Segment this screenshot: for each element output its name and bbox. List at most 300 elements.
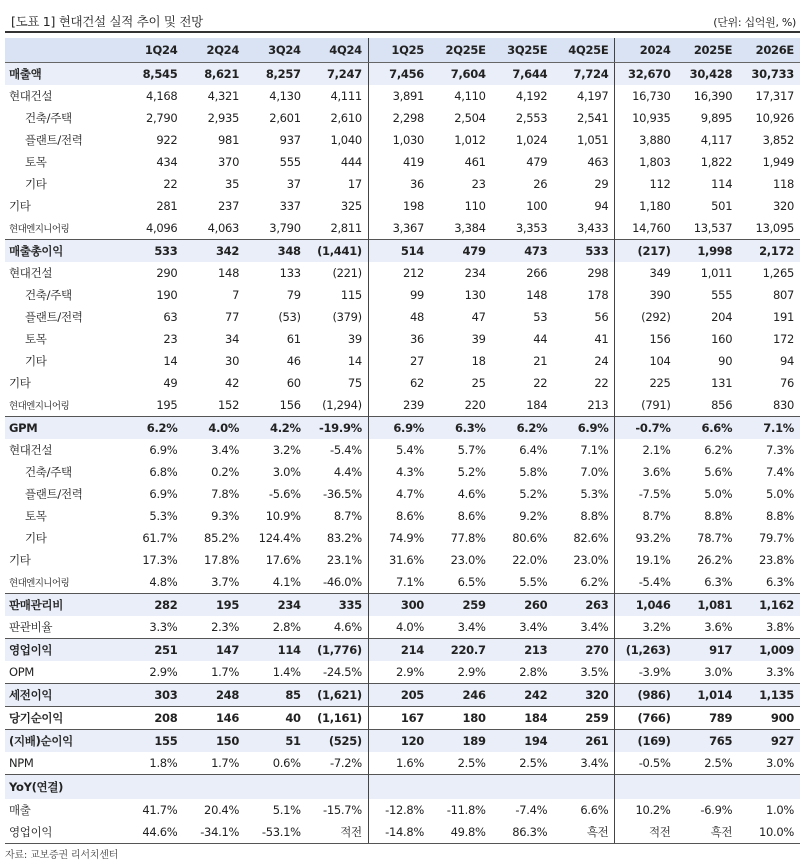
value-cell: 1.7%	[211, 756, 240, 770]
value-cell: 479	[526, 155, 548, 169]
table-row	[5, 661, 800, 684]
value-cell: 49.8%	[430, 821, 492, 844]
value-cell: 31.6%	[368, 549, 430, 571]
value-cell: 2,172	[738, 240, 800, 263]
value-cell: 18	[471, 354, 486, 368]
value-cell: 78.7%	[697, 531, 733, 545]
value-cell: -14.8%	[368, 821, 430, 844]
value-cell: -5.4%	[330, 443, 362, 457]
value-cell: 6.2%	[122, 417, 184, 440]
value-cell: 4.0%	[183, 417, 245, 440]
value-cell: 8,545	[122, 63, 184, 86]
value-cell: 4,192	[515, 89, 548, 103]
value-cell: 533	[122, 240, 184, 263]
table-row	[5, 461, 800, 483]
table-row	[5, 151, 800, 173]
table-row	[5, 799, 800, 821]
value-cell: 23	[471, 177, 486, 191]
value-cell: 23.0%	[450, 553, 486, 567]
value-cell: 342	[183, 240, 245, 263]
value-cell: 3.3%	[765, 665, 794, 679]
value-cell: 419	[368, 151, 430, 173]
value-cell: -11.8%	[446, 803, 486, 817]
value-cell: 198	[368, 195, 430, 217]
value-cell: 2.5%	[704, 756, 733, 770]
value-cell: 6.5%	[457, 575, 486, 589]
value-cell: 4,117	[700, 133, 733, 147]
value-cell: 189	[430, 730, 492, 753]
value-cell: (217)	[615, 240, 677, 263]
value-cell: 184	[492, 707, 554, 730]
value-cell: 1,012	[454, 133, 486, 147]
value-cell: 234	[464, 266, 486, 280]
col-header: 2Q25E	[430, 38, 492, 63]
value-cell: 4.0%	[368, 616, 430, 639]
value-cell: 2,504	[454, 111, 486, 125]
value-cell: 205	[368, 684, 430, 707]
value-cell: 6.6%	[580, 803, 609, 817]
value-cell: 152	[218, 398, 240, 412]
value-cell: 6.9%	[149, 443, 178, 457]
value-cell: 246	[430, 684, 492, 707]
value-cell: 9.2%	[519, 509, 548, 523]
value-cell: 100	[526, 199, 548, 213]
value-cell: 303	[122, 684, 184, 707]
value-cell: 3.4%	[211, 443, 240, 457]
value-cell: 7.4%	[765, 465, 794, 479]
value-cell: 4,063	[207, 221, 240, 235]
table-row	[5, 372, 800, 394]
value-cell: 2,811	[330, 221, 362, 235]
value-cell: 16,390	[693, 89, 733, 103]
value-cell: 40	[245, 707, 307, 730]
value-cell: 1,998	[677, 240, 739, 263]
value-cell: 1,030	[368, 129, 430, 151]
value-cell: 4,096	[146, 221, 178, 235]
value-cell: 463	[587, 155, 609, 169]
table-row	[5, 549, 800, 571]
value-cell: 49	[163, 376, 178, 390]
value-cell: 3.2%	[615, 616, 677, 639]
table-row	[5, 730, 800, 753]
value-cell: 30	[225, 354, 240, 368]
table-body	[5, 63, 800, 844]
title-row	[5, 6, 800, 32]
value-cell: 10.9%	[265, 509, 301, 523]
value-cell: 26	[533, 177, 548, 191]
value-cell: 4.1%	[272, 575, 301, 589]
value-cell: 204	[711, 310, 733, 324]
value-cell	[245, 775, 307, 800]
value-cell: 32,670	[615, 63, 677, 86]
value-cell: 6.3%	[765, 575, 794, 589]
value-cell: 1,803	[615, 151, 677, 173]
value-cell: 25	[471, 376, 486, 390]
col-header: 2Q24	[183, 38, 245, 63]
row-label: (지배)순이익	[5, 730, 122, 753]
table-row	[5, 262, 800, 284]
table-row	[5, 85, 800, 107]
value-cell: 927	[738, 730, 800, 753]
value-cell: -19.9%	[307, 417, 369, 440]
value-cell: 3,852	[762, 133, 794, 147]
value-cell: 118	[772, 177, 794, 191]
value-cell: 156	[279, 398, 301, 412]
value-cell: -53.1%	[245, 821, 307, 844]
value-cell: 36	[368, 173, 430, 195]
row-label: 현대건설	[9, 89, 53, 103]
value-cell: 20.4%	[204, 803, 240, 817]
value-cell: 7.1%	[738, 417, 800, 440]
value-cell: 533	[553, 240, 615, 263]
value-cell: 24	[594, 354, 609, 368]
value-cell: 23.0%	[573, 553, 609, 567]
value-cell: 6.3%	[430, 417, 492, 440]
value-cell: 155	[122, 730, 184, 753]
value-cell: 3.4%	[580, 756, 609, 770]
value-cell: 3.6%	[615, 461, 677, 483]
value-cell: 4,130	[269, 89, 301, 103]
row-label: 판매관리비	[5, 594, 122, 617]
value-cell: 1,135	[738, 684, 800, 707]
table-row	[5, 527, 800, 549]
table-row	[5, 328, 800, 350]
col-header: 1Q24	[122, 38, 184, 63]
value-cell: 3.0%	[272, 465, 301, 479]
col-header: 2026E	[738, 38, 800, 63]
value-cell: 0.2%	[211, 465, 240, 479]
value-cell: 14	[163, 354, 178, 368]
value-cell: 112	[615, 173, 677, 195]
table-row	[5, 439, 800, 461]
value-cell: 42	[225, 376, 240, 390]
value-cell: 1,011	[700, 266, 733, 280]
value-cell: -12.8%	[368, 799, 430, 821]
value-cell: 131	[711, 376, 733, 390]
value-cell: 2.8%	[272, 620, 301, 634]
table-row	[5, 240, 800, 263]
value-cell: 3.3%	[149, 620, 178, 634]
value-cell: 248	[183, 684, 245, 707]
value-cell: 178	[587, 288, 609, 302]
value-cell: 47	[471, 310, 486, 324]
value-cell: 239	[368, 394, 430, 417]
table-row	[5, 821, 800, 844]
value-cell: 4,321	[207, 89, 240, 103]
value-cell: 7.1%	[368, 571, 430, 594]
value-cell: 2.3%	[211, 620, 240, 634]
row-label: 기타	[9, 376, 31, 390]
value-cell: 1,009	[738, 639, 800, 662]
value-cell: 260	[492, 594, 554, 617]
value-cell: 22.0%	[512, 553, 548, 567]
table-row	[5, 217, 800, 240]
value-cell: 35	[225, 177, 240, 191]
value-cell: 7.8%	[211, 487, 240, 501]
value-cell: 21	[533, 354, 548, 368]
value-cell: 220.7	[430, 639, 492, 662]
value-cell: 94	[779, 354, 794, 368]
row-label: GPM	[5, 417, 122, 440]
value-cell: 10.0%	[738, 821, 800, 844]
value-cell: 124.4%	[258, 531, 301, 545]
value-cell: 36	[368, 328, 430, 350]
value-cell: 13,537	[693, 221, 733, 235]
value-cell: 7,456	[368, 63, 430, 86]
value-cell: 1,822	[700, 155, 733, 169]
value-cell: 6.2%	[492, 417, 554, 440]
row-label: 건축/주택	[25, 111, 72, 125]
value-cell: 22	[594, 376, 609, 390]
value-cell: 237	[218, 199, 240, 213]
value-cell: 180	[430, 707, 492, 730]
value-cell: 2.5%	[457, 756, 486, 770]
value-cell: -6.9%	[700, 803, 733, 817]
value-cell: 85.2%	[204, 531, 240, 545]
value-cell: 8.7%	[615, 505, 677, 527]
value-cell: (1,161)	[307, 707, 369, 730]
value-cell: 3,891	[368, 85, 430, 107]
value-cell: 349	[615, 262, 677, 284]
value-cell: 3.4%	[519, 620, 548, 634]
table-row	[5, 594, 800, 617]
value-cell: 48	[368, 306, 430, 328]
value-cell: 3.7%	[211, 575, 240, 589]
value-cell	[738, 775, 800, 800]
value-cell: 5.7%	[457, 443, 486, 457]
value-cell: 5.2%	[457, 465, 486, 479]
table-row	[5, 129, 800, 151]
value-cell: 53	[533, 310, 548, 324]
value-cell: -0.5%	[615, 752, 677, 775]
value-cell: -5.4%	[615, 571, 677, 594]
value-cell: 13,095	[755, 221, 794, 235]
value-cell: 30,428	[677, 63, 739, 86]
row-label: 현대엔지니어링	[9, 224, 70, 235]
value-cell: 348	[245, 240, 307, 263]
value-cell: 22	[163, 177, 178, 191]
value-cell: 6.9%	[149, 487, 178, 501]
value-cell: 1.4%	[272, 665, 301, 679]
value-cell: 3,790	[269, 221, 301, 235]
value-cell: 77.8%	[450, 531, 486, 545]
value-cell: 1,040	[330, 133, 362, 147]
row-label: 세전이익	[5, 684, 122, 707]
value-cell: 148	[218, 266, 240, 280]
value-cell: 1.7%	[211, 665, 240, 679]
value-cell: 2.5%	[519, 756, 548, 770]
value-cell: 5.5%	[519, 575, 548, 589]
value-cell: 225	[615, 372, 677, 394]
value-cell: (292)	[615, 306, 677, 328]
row-label: 현대엔지니어링	[9, 401, 70, 412]
value-cell: 3.4%	[457, 620, 486, 634]
value-cell: 3.6%	[704, 620, 733, 634]
value-cell: (791)	[615, 394, 677, 417]
value-cell: 922	[156, 133, 178, 147]
value-cell: -24.5%	[322, 665, 362, 679]
value-cell: 146	[183, 707, 245, 730]
value-cell: 150	[183, 730, 245, 753]
table-row	[5, 505, 800, 527]
table-row	[5, 684, 800, 707]
value-cell: 156	[615, 328, 677, 350]
value-cell: 6.3%	[704, 575, 733, 589]
value-cell: 17.8%	[204, 553, 240, 567]
row-label: 기타	[25, 177, 47, 191]
value-cell: 3.0%	[704, 665, 733, 679]
value-cell: 4,197	[577, 89, 609, 103]
value-cell: 281	[156, 199, 178, 213]
value-cell: 1,014	[677, 684, 739, 707]
col-header: 2024	[615, 38, 677, 63]
value-cell: 2.9%	[149, 665, 178, 679]
value-cell: 4.2%	[245, 417, 307, 440]
value-cell: 16,730	[615, 85, 677, 107]
value-cell: 8.8%	[704, 509, 733, 523]
value-cell: 789	[677, 707, 739, 730]
unit-note: (단위: 십억원, %)	[713, 16, 796, 29]
value-cell: 4,111	[330, 89, 362, 103]
value-cell: 7,247	[307, 63, 369, 86]
value-cell: -46.0%	[322, 575, 362, 589]
col-header: 4Q24	[307, 38, 369, 63]
table-row	[5, 752, 800, 775]
value-cell: 555	[279, 155, 301, 169]
value-cell	[122, 775, 184, 800]
value-cell: 56	[594, 310, 609, 324]
value-cell: 501	[711, 199, 733, 213]
value-cell: 114	[245, 639, 307, 662]
value-cell: 17,317	[755, 89, 794, 103]
row-label: 기타	[25, 354, 47, 368]
row-label: 기타	[9, 199, 31, 213]
value-cell: 214	[368, 639, 430, 662]
value-cell: 46	[286, 354, 301, 368]
value-cell: 6.9%	[368, 417, 430, 440]
value-cell: (1,294)	[322, 398, 362, 412]
value-cell: 7.3%	[765, 443, 794, 457]
value-cell: 79	[286, 288, 301, 302]
value-cell: 473	[492, 240, 554, 263]
value-cell: (986)	[615, 684, 677, 707]
value-cell: 1,081	[677, 594, 739, 617]
value-cell: 흑전	[677, 821, 739, 844]
value-cell: 2.9%	[457, 665, 486, 679]
value-cell: 242	[492, 684, 554, 707]
row-label: 현대엔지니어링	[9, 578, 70, 589]
value-cell: 3.4%	[580, 620, 609, 634]
value-cell: 8.7%	[333, 509, 362, 523]
value-cell: 2,553	[515, 111, 548, 125]
row-label: 영업이익	[5, 821, 122, 844]
value-cell: 370	[218, 155, 240, 169]
value-cell: 6.4%	[519, 443, 548, 457]
value-cell: (525)	[307, 730, 369, 753]
value-cell: 8.6%	[368, 505, 430, 527]
row-label: 판관비율	[9, 620, 53, 634]
value-cell: 1,180	[615, 195, 677, 217]
value-cell: 2,541	[577, 111, 609, 125]
value-cell: 77	[225, 310, 240, 324]
value-cell: 44.6%	[122, 821, 184, 844]
value-cell: 2.1%	[615, 439, 677, 461]
value-cell: 41.7%	[142, 803, 178, 817]
row-label: 토목	[25, 155, 47, 169]
value-cell: (766)	[615, 707, 677, 730]
value-cell: 3,433	[577, 221, 609, 235]
value-cell: 7,724	[553, 63, 615, 86]
value-cell: 130	[464, 288, 486, 302]
value-cell: 19.1%	[615, 549, 677, 571]
value-cell	[183, 775, 245, 800]
value-cell: 3,384	[454, 221, 486, 235]
value-cell: 17	[347, 177, 362, 191]
value-cell: 94	[594, 199, 609, 213]
value-cell: -34.1%	[183, 821, 245, 844]
value-cell: 259	[553, 707, 615, 730]
value-cell: 14,760	[615, 217, 677, 240]
table-row	[5, 639, 800, 662]
value-cell: -0.7%	[615, 417, 677, 440]
value-cell: 9,895	[700, 111, 733, 125]
value-cell: 444	[340, 155, 362, 169]
value-cell: 62	[368, 372, 430, 394]
value-cell: 79.7%	[758, 531, 794, 545]
value-cell: 6.2%	[580, 575, 609, 589]
value-cell: 2.9%	[368, 661, 430, 684]
header-row	[5, 38, 800, 63]
value-cell: 3.0%	[765, 756, 794, 770]
value-cell: 6.8%	[149, 465, 178, 479]
value-cell	[677, 775, 739, 800]
value-cell: -36.5%	[322, 487, 362, 501]
value-cell: 320	[772, 199, 794, 213]
value-cell: 0.6%	[272, 756, 301, 770]
value-cell: 74.9%	[368, 527, 430, 549]
value-cell: 23.1%	[326, 553, 362, 567]
table-row	[5, 107, 800, 129]
value-cell: (1,621)	[307, 684, 369, 707]
value-cell: 83.2%	[326, 531, 362, 545]
value-cell: 4,110	[454, 89, 486, 103]
value-cell: 99	[368, 284, 430, 306]
value-cell: 2,790	[146, 111, 178, 125]
col-header: 1Q25	[368, 38, 430, 63]
table-row	[5, 284, 800, 306]
value-cell: 937	[279, 133, 301, 147]
value-cell: 27	[368, 350, 430, 372]
table-row	[5, 707, 800, 730]
value-cell: 37	[286, 177, 301, 191]
value-cell: 765	[677, 730, 739, 753]
value-cell: 7,644	[492, 63, 554, 86]
value-cell: 5.2%	[519, 487, 548, 501]
value-cell: 335	[307, 594, 369, 617]
value-cell: 212	[368, 262, 430, 284]
value-cell: 1.6%	[368, 752, 430, 775]
value-cell: 133	[279, 266, 301, 280]
value-cell: 1,162	[738, 594, 800, 617]
value-cell: 900	[738, 707, 800, 730]
value-cell: 104	[615, 350, 677, 372]
value-cell: 7	[232, 288, 240, 302]
value-cell: 39	[471, 332, 486, 346]
value-cell	[553, 775, 615, 800]
value-cell: 2,298	[368, 107, 430, 129]
value-cell: 194	[492, 730, 554, 753]
value-cell: 461	[464, 155, 486, 169]
